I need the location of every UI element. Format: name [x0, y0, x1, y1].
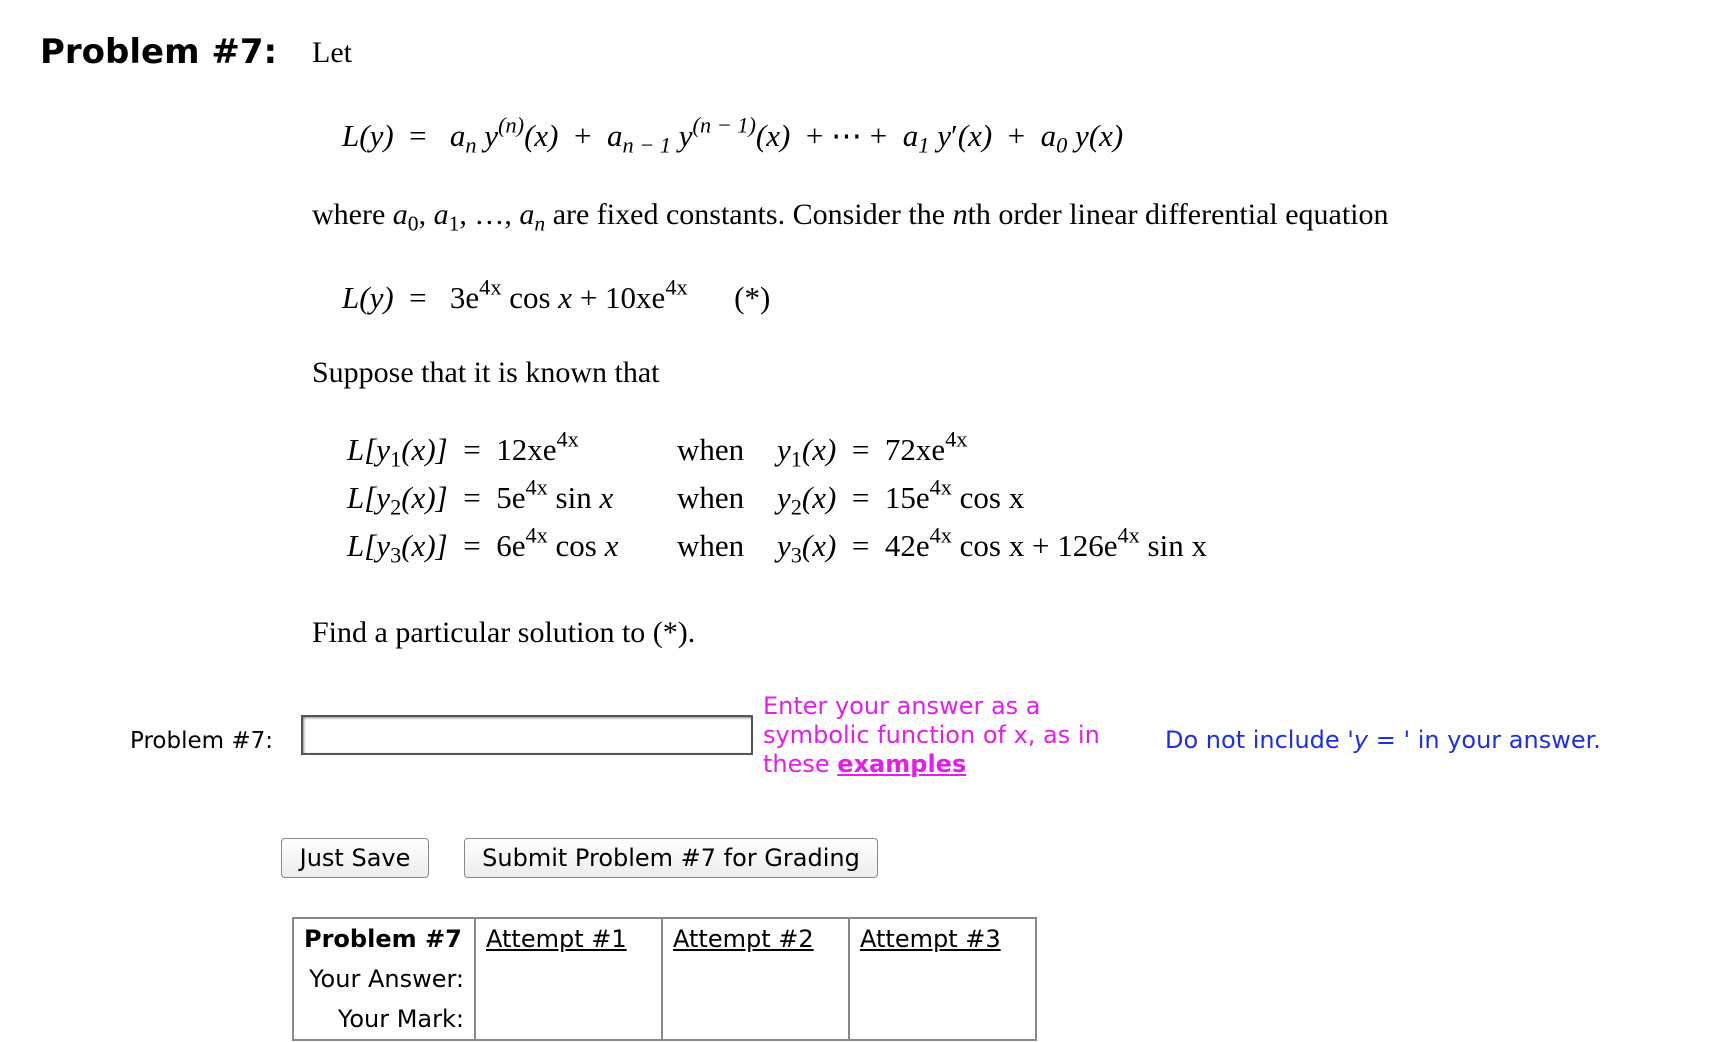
- differential-equation: L(y) = $3e^{4x}$ $\cos x + 10xe^{4x}$ (*): [342, 274, 771, 315]
- problem-title: Problem #7:: [40, 32, 278, 72]
- attempts-header-row: [293, 918, 1036, 959]
- answer-label: Problem #7:: [130, 728, 273, 754]
- attempts-table: [292, 917, 1037, 1041]
- examples-link[interactable]: examples: [837, 750, 967, 778]
- find-text: Find a particular solution to (*).: [312, 616, 696, 649]
- operator-equation: L(y) = $a_n$ $y^{(n)}(x) + a_{n - 1}$ $y^{(n - 1)}(x)$ + ⋯ + $a_1$ $y'(x) + a_0$ y(x): [342, 112, 1124, 158]
- submit-button[interactable]: Submit Problem #7 for Grading: [464, 838, 878, 878]
- answer-hint: Enter your answer as a symbolic function of x, as in these examples: [763, 692, 1100, 778]
- your-mark-row: [293, 999, 1036, 1040]
- your-answer-row: [293, 959, 1036, 999]
- where-line: where $a_0$, $a_1$, …, $a_n$ are fixed constants. Consider the nth order linear differential equation: [312, 198, 1389, 236]
- known-row-1: $L[y_1(x)] = 12xe^{4x}$ when $y_1(x) = 72xe^{4x}$: [347, 426, 968, 472]
- your-mark-label: Your Mark:: [337, 1005, 464, 1033]
- equation-tag: (*): [734, 280, 771, 315]
- problem-intro: Let: [312, 36, 352, 69]
- suppose-text: Suppose that it is known that: [312, 356, 660, 389]
- known-row-3: $L[y_3(x)] = 6e^{4x}$ cos x when $y_3(x) = 42e^{4x}$ $\cos x + 126e^{4x}$ sin x: [347, 522, 1207, 568]
- just-save-button[interactable]: Just Save: [281, 838, 429, 878]
- known-system: [347, 426, 1207, 576]
- attempt-1-link[interactable]: Attempt #1: [486, 925, 627, 953]
- attempt-3-link[interactable]: Attempt #3: [860, 925, 1001, 953]
- attempt-2-link[interactable]: Attempt #2: [673, 925, 814, 953]
- known-row-2: $L[y_2(x)] = 5e^{4x}$ sin x when $y_2(x) = 15e^{4x}$ cos x: [347, 474, 1025, 520]
- answer-note: Do not include 'y = ' in your answer.: [1165, 726, 1601, 754]
- attempts-header: Problem #7: [304, 925, 462, 953]
- answer-input[interactable]: [301, 715, 753, 755]
- your-answer-label: Your Answer:: [309, 965, 464, 993]
